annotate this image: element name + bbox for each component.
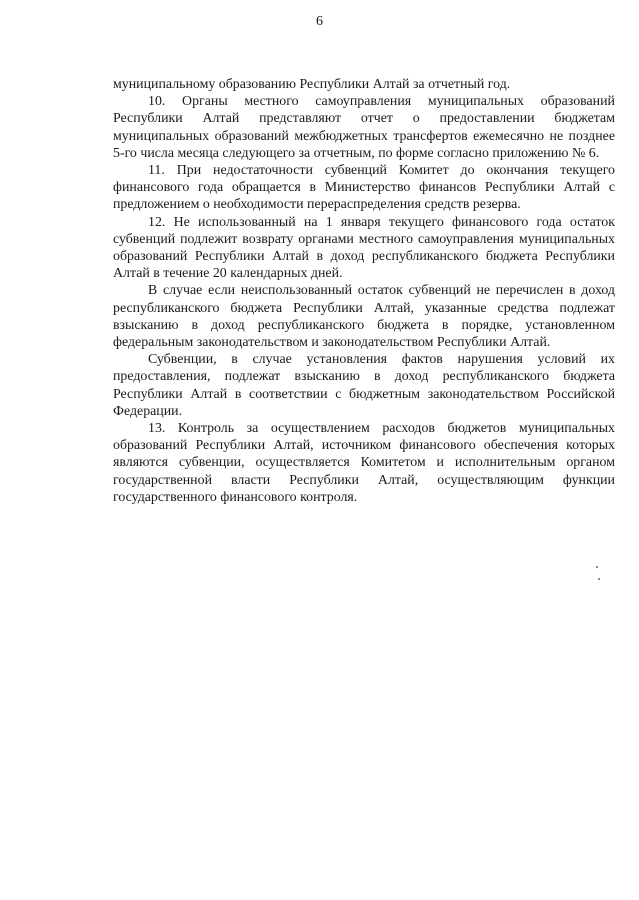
scan-speck <box>598 578 600 580</box>
paragraph-item-10: 10. Органы местного самоуправления муниципальных образований Республики Алтай представляют отчет о предоставлении бюджетам муниципальных образований межбюджетных трансфертов ежемесячно не позднее 5-го числа месяца следующего за отчетным, по форме согласно приложению № 6. <box>113 94 615 161</box>
document-body <box>113 76 615 506</box>
page-number: 6 <box>316 14 323 29</box>
paragraph-violations: Субвенции, в случае установления фактов нарушения условий их предоставления, подлежат взысканию в доход республиканского бюджета Республики Алтай в соответствии с бюджетным законодательством Российской Федерации. <box>113 352 615 419</box>
paragraph-item-11: 11. При недостаточности субвенций Комитет до окончания текущего финансового года обращается в Министерство финансов Республики Алтай с предложением о необходимости перераспределения средств резерва. <box>113 163 615 213</box>
paragraph-item-13: 13. Контроль за осуществлением расходов бюджетов муниципальных образований Республики Алтай, источником финансового обеспечения которых являются субвенции, осуществляется Комитетом и исполнительным органом государственной власти Республики Алтай, осуществляющим функции государственного финансового контроля. <box>113 421 615 505</box>
scan-speck <box>596 566 598 568</box>
paragraph-item-12: 12. Не использованный на 1 января текущего финансового года остаток субвенций подлежит возврату органами местного самоуправления муниципальных образований Республики Алтай в доход республиканского бюджета Республики Алтай в течение 20 календарных дней. <box>113 214 615 282</box>
paragraph-continuation: муниципальному образованию Республики Алтай за отчетный год. <box>113 77 511 92</box>
paragraph-unspent-balance: В случае если неиспользованный остаток субвенций не перечислен в доход республиканского бюджета Республики Алтай, указанные средства подлежат взысканию в доход республиканского бюджета в порядке, установленном федеральным законодательством и законодательством Республики Алтай. <box>113 283 615 351</box>
